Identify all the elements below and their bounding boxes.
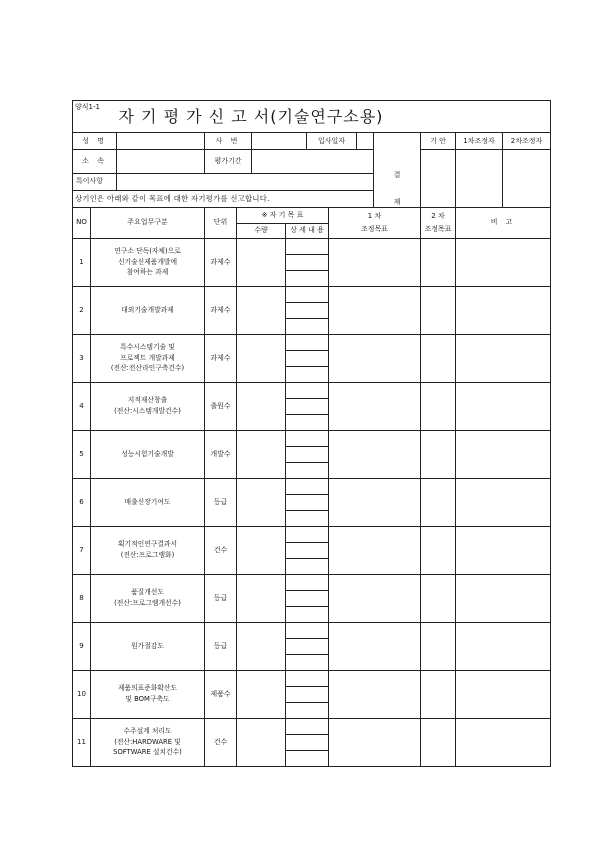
declaration-text: 상기인은 아래와 같이 목표에 대한 자기평가를 신고합니다. [73, 190, 374, 207]
detail-line-field[interactable] [286, 335, 328, 351]
row-task-line: 대외기술개발과제 [121, 305, 174, 314]
row-task-line: 신기술신제품개발에 [117, 257, 178, 266]
row-task-line: 획기적인연구결과서 [117, 540, 178, 549]
col-second-adjust: 2 차 조정목표 [421, 207, 456, 238]
row-task [91, 718, 205, 766]
remarks-cell[interactable] [456, 670, 551, 718]
department-label: 소 속 [73, 150, 117, 174]
detail-line-field[interactable] [286, 318, 328, 334]
row-task [91, 238, 205, 286]
table-row [73, 286, 551, 334]
join-date-field[interactable] [357, 133, 374, 150]
row-unit: 등급 [205, 622, 237, 670]
row-task-line: (전산:HARDWARE 및 [114, 737, 181, 746]
detail-cell [286, 286, 329, 334]
table-row [73, 670, 551, 718]
detail-cell [286, 574, 329, 622]
detail-line-field[interactable] [286, 302, 328, 318]
name-field[interactable] [117, 133, 205, 150]
col-self-goal: ※ 자 기 목 표 [237, 207, 329, 223]
row-unit: 건수 [205, 526, 237, 574]
detail-line-field[interactable] [286, 383, 328, 399]
first-adjust-cell[interactable] [329, 334, 421, 382]
form-table [72, 100, 551, 767]
employee-number-field[interactable] [252, 133, 307, 150]
detail-line-field[interactable] [286, 431, 328, 447]
row-number: 8 [73, 574, 91, 622]
row-task [91, 526, 205, 574]
row-task-line: 연구소 단독(자체)으로 [114, 247, 181, 256]
row-unit: 건수 [205, 718, 237, 766]
row-task-line: (전산:프로그램화) [120, 551, 175, 559]
col-main-task: 주요업무구분 [91, 207, 205, 238]
approval-label-top: 결 재 [374, 133, 421, 208]
table-row [73, 430, 551, 478]
table-row [73, 382, 551, 430]
row-number: 7 [73, 526, 91, 574]
row-task-line: 지적재산창출 [127, 396, 168, 405]
detail-line-field[interactable] [286, 671, 328, 687]
row-task-line: 품질개선도 [131, 588, 164, 597]
employee-number-label: 사 번 [205, 133, 252, 150]
detail-line-field[interactable] [286, 287, 328, 303]
quantity-cell[interactable] [237, 430, 286, 478]
quantity-cell[interactable] [237, 382, 286, 430]
col-first-adjust: 1 차 조정목표 [329, 207, 421, 238]
second-adjust-cell[interactable] [421, 478, 456, 526]
quantity-cell[interactable] [237, 478, 286, 526]
detail-line-field[interactable] [286, 623, 328, 639]
first-adjust-cell[interactable] [329, 238, 421, 286]
remarks-cell[interactable] [456, 382, 551, 430]
second-adjust-cell[interactable] [421, 670, 456, 718]
draft-label: 기 안 [421, 133, 456, 150]
table-row [73, 478, 551, 526]
second-adjust-cell[interactable] [421, 574, 456, 622]
col-quantity: 수량 [237, 223, 286, 238]
detail-line-field[interactable] [286, 270, 328, 286]
join-date-label: 입사일자 [307, 133, 357, 150]
row-task-line: 제품의표준화확산도 [117, 684, 178, 693]
remarks-cell[interactable] [456, 718, 551, 766]
detail-line-field[interactable] [286, 542, 328, 558]
special-notes-field[interactable] [117, 173, 374, 190]
first-adjust-cell[interactable] [329, 430, 421, 478]
row-unit: 과제수 [205, 334, 237, 382]
detail-line-field[interactable] [286, 719, 328, 735]
col-detail: 상 세 내 용 [286, 223, 329, 238]
quantity-cell[interactable] [237, 286, 286, 334]
name-label: 성 명 [73, 133, 117, 150]
second-adjust-cell[interactable] [421, 382, 456, 430]
draft-sign-box[interactable] [421, 150, 456, 208]
second-adjust-cell[interactable] [421, 238, 456, 286]
row-number: 2 [73, 286, 91, 334]
row-task-line: (전산:시스템개발건수) [114, 407, 181, 415]
form-number: 양식1-1 [73, 101, 117, 133]
detail-cell [286, 718, 329, 766]
detail-line-field[interactable] [286, 558, 328, 574]
detail-line-field[interactable] [286, 366, 328, 382]
detail-line-field[interactable] [286, 750, 328, 766]
department-field[interactable] [117, 150, 205, 174]
detail-line-field[interactable] [286, 590, 328, 606]
detail-line-field[interactable] [286, 686, 328, 702]
detail-line-field[interactable] [286, 414, 328, 430]
row-task [91, 430, 205, 478]
first-adjust-cell[interactable] [329, 718, 421, 766]
first-adjust-cell[interactable] [329, 478, 421, 526]
row-task-line: 참여하는 과제 [126, 268, 169, 277]
detail-line-field[interactable] [286, 398, 328, 414]
detail-cell [286, 526, 329, 574]
second-adjust-cell[interactable] [421, 526, 456, 574]
quantity-cell[interactable] [237, 334, 286, 382]
row-number: 4 [73, 382, 91, 430]
row-task [91, 334, 205, 382]
row-task-line: (전산:프로그램개선수) [114, 599, 181, 607]
row-task-line: 매출신장기여도 [124, 497, 171, 506]
detail-line-field[interactable] [286, 575, 328, 591]
row-task-line: 특수시스템기술 및 [120, 343, 175, 352]
row-unit: 개발수 [205, 430, 237, 478]
second-adjust-cell[interactable] [421, 430, 456, 478]
remarks-cell[interactable] [456, 526, 551, 574]
row-task [91, 670, 205, 718]
row-task-line: 수주설계 처리도 [123, 727, 172, 736]
row-number: 9 [73, 622, 91, 670]
row-task-line: 원가절감도 [131, 641, 164, 650]
row-task-line: 및 BOM구축도 [125, 695, 170, 703]
row-unit: 출원수 [205, 382, 237, 430]
remarks-cell[interactable] [456, 478, 551, 526]
quantity-cell[interactable] [237, 670, 286, 718]
detail-line-field[interactable] [286, 494, 328, 510]
quantity-cell[interactable] [237, 574, 286, 622]
detail-line-field[interactable] [286, 638, 328, 654]
row-unit: 과제수 [205, 238, 237, 286]
col-remarks: 비 고 [456, 207, 551, 238]
detail-line-field[interactable] [286, 654, 328, 670]
special-notes-label: 특이사항 [73, 173, 117, 190]
first-adjuster-sign-box[interactable] [456, 150, 503, 208]
first-adjust-cell[interactable] [329, 670, 421, 718]
detail-line-field[interactable] [286, 239, 328, 255]
row-number: 5 [73, 430, 91, 478]
row-task [91, 478, 205, 526]
table-row [73, 718, 551, 766]
detail-line-field[interactable] [286, 702, 328, 718]
detail-cell [286, 670, 329, 718]
first-adjust-cell[interactable] [329, 526, 421, 574]
detail-line-field[interactable] [286, 254, 328, 270]
remarks-cell[interactable] [456, 574, 551, 622]
detail-line-field[interactable] [286, 527, 328, 543]
table-row [73, 622, 551, 670]
quantity-cell[interactable] [237, 526, 286, 574]
row-unit: 등급 [205, 574, 237, 622]
quantity-cell[interactable] [237, 238, 286, 286]
detail-cell [286, 622, 329, 670]
self-evaluation-form [72, 100, 543, 767]
row-task [91, 286, 205, 334]
first-adjuster-label: 1차조정자 [456, 133, 503, 150]
table-row [73, 334, 551, 382]
row-task-line: SOFTWARE 설치건수) [113, 748, 182, 757]
second-adjust-cell[interactable] [421, 334, 456, 382]
row-unit: 제품수 [205, 670, 237, 718]
second-adjuster-label: 2차조정자 [503, 133, 551, 150]
remarks-cell[interactable] [456, 286, 551, 334]
row-unit: 과제수 [205, 286, 237, 334]
first-adjust-cell[interactable] [329, 622, 421, 670]
detail-line-field[interactable] [286, 734, 328, 750]
second-adjust-cell[interactable] [421, 622, 456, 670]
evaluation-period-label: 평가기간 [205, 150, 252, 174]
second-adjust-cell[interactable] [421, 286, 456, 334]
row-task [91, 382, 205, 430]
second-adjuster-sign-box[interactable] [503, 150, 551, 208]
quantity-cell[interactable] [237, 622, 286, 670]
second-adjust-cell[interactable] [421, 718, 456, 766]
detail-cell [286, 238, 329, 286]
row-number: 10 [73, 670, 91, 718]
detail-cell [286, 430, 329, 478]
col-unit: 단위 [205, 207, 237, 238]
detail-cell [286, 334, 329, 382]
task-rows [73, 238, 551, 766]
remarks-cell[interactable] [456, 622, 551, 670]
row-number: 6 [73, 478, 91, 526]
table-row [73, 574, 551, 622]
col-no: NO [73, 207, 91, 238]
row-number: 1 [73, 238, 91, 286]
detail-line-field[interactable] [286, 350, 328, 366]
detail-line-field[interactable] [286, 479, 328, 495]
evaluation-period-field[interactable] [252, 150, 374, 174]
table-row [73, 526, 551, 574]
row-number: 3 [73, 334, 91, 382]
row-task-line: 프로젝트 개발과제 [120, 353, 175, 362]
detail-line-field[interactable] [286, 510, 328, 526]
first-adjust-cell[interactable] [329, 382, 421, 430]
first-adjust-cell[interactable] [329, 574, 421, 622]
row-task [91, 622, 205, 670]
remarks-cell[interactable] [456, 430, 551, 478]
row-unit: 등급 [205, 478, 237, 526]
remarks-cell[interactable] [456, 334, 551, 382]
row-task-line: 성능시험기술개발 [121, 449, 174, 458]
detail-cell [286, 478, 329, 526]
row-task [91, 574, 205, 622]
remarks-cell[interactable] [456, 238, 551, 286]
row-number: 11 [73, 718, 91, 766]
first-adjust-cell[interactable] [329, 286, 421, 334]
detail-line-field[interactable] [286, 446, 328, 462]
row-task-line: (전산:전산라인구축건수) [110, 364, 185, 373]
quantity-cell[interactable] [237, 718, 286, 766]
detail-line-field[interactable] [286, 606, 328, 622]
detail-cell [286, 382, 329, 430]
table-row [73, 238, 551, 286]
detail-line-field[interactable] [286, 462, 328, 478]
form-title: 자 기 평 가 신 고 서(기술연구소용) [117, 101, 551, 133]
